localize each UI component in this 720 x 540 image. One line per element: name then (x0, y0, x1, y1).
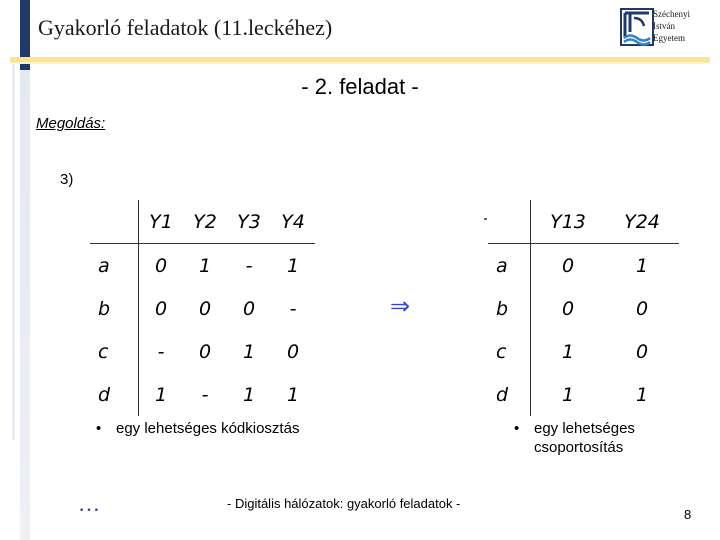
corner-cell (90, 200, 139, 244)
table-cell: 0 (154, 254, 168, 277)
column-header: Y13 (531, 200, 606, 244)
table-cell: - (157, 340, 165, 363)
table-cell: 1 (154, 383, 168, 406)
table-cell: 0 (242, 297, 256, 320)
table-cell: - (289, 297, 297, 320)
left-accent-stripe (12, 60, 15, 440)
row-label: d (488, 373, 531, 416)
table-row (488, 244, 679, 288)
task-subtitle: - 2. feladat - (301, 74, 419, 99)
column-header: Y1 (139, 200, 184, 244)
table-row (488, 287, 679, 330)
table-cell: 1 (635, 254, 649, 277)
row-label: c (488, 330, 531, 373)
column-header: Y2 (183, 200, 227, 244)
university-name-line-3: Egyetem (653, 33, 685, 43)
table-cell: 1 (286, 383, 300, 406)
code-assignment-table (90, 200, 315, 416)
table-cell: - (201, 383, 209, 406)
table-row (90, 287, 315, 330)
table-row (90, 244, 315, 288)
table-cell: 0 (286, 340, 300, 363)
table-cell: 0 (635, 297, 649, 320)
row-label: c (90, 330, 139, 373)
column-header: Y4 (271, 200, 315, 244)
university-name-line-2: István (653, 21, 675, 31)
table-header-row (90, 200, 315, 244)
table-cell: 1 (635, 383, 649, 406)
table-cell: 0 (198, 340, 212, 363)
header-divider-shadow (10, 62, 710, 64)
code-assignment-bullets (96, 419, 356, 438)
page-number: 8 (684, 507, 692, 522)
column-header: Y3 (227, 200, 271, 244)
row-label: a (488, 244, 531, 288)
item-number: 3) (60, 171, 74, 188)
table-cell: 1 (561, 340, 575, 363)
row-label: b (488, 287, 531, 330)
table-cell: 1 (286, 254, 300, 277)
table-cell: 1 (198, 254, 212, 277)
university-logo-icon (620, 8, 654, 46)
table-cell: 1 (242, 340, 256, 363)
university-name (653, 8, 690, 44)
solution-label: Megoldás: (36, 115, 106, 132)
table-row (90, 373, 315, 416)
table-cell: 1 (561, 383, 575, 406)
bullet-item: • egy lehetséges kódkiosztás (96, 419, 356, 438)
table-cell: - (245, 254, 253, 277)
footer-ellipsis: … (78, 491, 102, 516)
table-row (488, 373, 679, 416)
table-header-row (488, 200, 679, 244)
table-row (90, 330, 315, 373)
table-row (488, 330, 679, 373)
row-label: b (90, 287, 139, 330)
slide-header-title: Gyakorló feladatok (11.leckéhez) (38, 15, 333, 40)
corner-cell (488, 200, 531, 244)
table-cell: 0 (154, 297, 168, 320)
row-label: d (90, 373, 139, 416)
university-name-line-1: Széchenyi (653, 9, 690, 19)
column-header: Y24 (605, 200, 679, 244)
implies-arrow-icon: ⇒ (390, 293, 411, 320)
table-cell: 0 (198, 297, 212, 320)
bullet-item: • egy lehetséges csoportosítás (514, 419, 664, 457)
row-label: a (90, 244, 139, 288)
stray-mark (484, 218, 487, 220)
table-cell: 0 (561, 297, 575, 320)
table-cell: 1 (242, 383, 256, 406)
grouping-table (488, 200, 679, 416)
table-cell: 0 (561, 254, 575, 277)
footer-title: - Digitális hálózatok: gyakorló feladatok - (227, 496, 461, 511)
table-cell: 0 (635, 340, 649, 363)
grouping-bullets (514, 419, 664, 457)
